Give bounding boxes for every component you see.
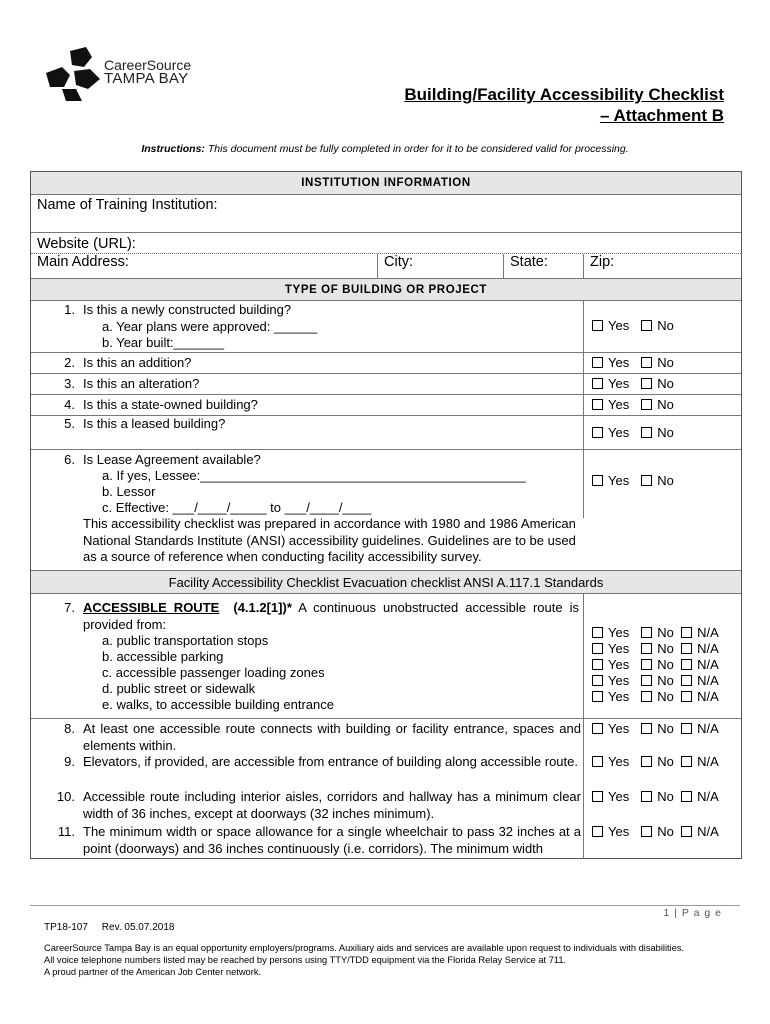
- q7b-yes-checkbox[interactable]: [592, 643, 603, 654]
- q1-yes-checkbox[interactable]: [592, 320, 603, 331]
- q4-text: Is this a state-owned building?: [83, 397, 258, 412]
- q7c-yes-checkbox[interactable]: [592, 659, 603, 670]
- instructions-label: Instructions:: [141, 143, 205, 155]
- no-label: No: [657, 689, 674, 704]
- q7c-na-checkbox[interactable]: [681, 659, 692, 670]
- na-label: N/A: [697, 689, 719, 704]
- yes-label: Yes: [608, 641, 630, 656]
- q7a-na-checkbox[interactable]: [681, 627, 692, 638]
- no-label: No: [657, 425, 674, 440]
- title-line1: Building/Facility Accessibility Checklist: [404, 85, 724, 104]
- yes-label: Yes: [608, 397, 630, 412]
- q6-options: [592, 473, 674, 490]
- no-label: No: [657, 754, 674, 769]
- building-type-header: [31, 278, 741, 300]
- na-label: N/A: [697, 789, 719, 804]
- q1-options: [592, 318, 674, 335]
- q6-sub-c: c. Effective: ___/____/_____ to ___/____/____: [102, 500, 372, 515]
- q7-item-c: c. accessible passenger loading zones: [102, 665, 325, 680]
- q1-sub-a: a. Year plans were approved: ______: [102, 319, 318, 334]
- form-code: TP18-107 Rev. 05.07.2018: [44, 922, 175, 933]
- q7-number: 7.: [64, 600, 75, 615]
- institution-name-label: Name of Training Institution:: [37, 197, 218, 213]
- q10-number: 10.: [56, 789, 75, 804]
- yes-label: Yes: [608, 789, 630, 804]
- state-cell[interactable]: [503, 254, 583, 278]
- yes-label: Yes: [608, 625, 630, 640]
- q11-text: The minimum width or space allowance for a single wheelchair to pass 32 inches at a point (doorways) and 36 inches continuously (i.e. corridors). The minimum width: [83, 824, 581, 856]
- na-label: N/A: [697, 673, 719, 688]
- yes-label: Yes: [608, 425, 630, 440]
- brand-name: [104, 58, 191, 86]
- q8-number: 8.: [64, 721, 75, 736]
- state-label: State:: [510, 254, 548, 270]
- instructions: [0, 143, 770, 155]
- question-7-row: [31, 593, 741, 718]
- no-label: No: [657, 641, 674, 656]
- q5-text: Is this a leased building?: [83, 416, 226, 431]
- q9-options: [592, 754, 719, 771]
- website-row[interactable]: [31, 232, 741, 253]
- instructions-text: This document must be fully completed in order for it to be considered valid for processing.: [204, 143, 629, 155]
- question-2-row: [31, 352, 741, 373]
- q10-text: Accessible route including interior aisles, corridors and hallway has a minimum clear width of 36 inches, except at doorways (32 inches minimum).: [83, 789, 581, 821]
- checklist-table: [30, 171, 742, 859]
- q5-no-checkbox[interactable]: [641, 427, 652, 438]
- q10-yes-checkbox[interactable]: [592, 791, 603, 802]
- q4-number: 4.: [64, 397, 75, 412]
- q4-yes-checkbox[interactable]: [592, 399, 603, 410]
- q7b-no-checkbox[interactable]: [641, 643, 652, 654]
- q2-yes-checkbox[interactable]: [592, 357, 603, 368]
- yes-label: Yes: [608, 473, 630, 488]
- q3-number: 3.: [64, 376, 75, 391]
- q3-options: [592, 376, 674, 393]
- q7a-options: [592, 625, 719, 642]
- building-type-header-text: TYPE OF BUILDING OR PROJECT: [284, 284, 488, 296]
- q10-na-checkbox[interactable]: [681, 791, 692, 802]
- city-label: City:: [384, 254, 413, 270]
- q6-sub-a: a. If yes, Lessee:_____________________________________________: [102, 468, 526, 483]
- q8-text: At least one accessible route connects with building or facility entrance, spaces and elements within.: [83, 721, 581, 753]
- no-label: No: [657, 318, 674, 333]
- q7-text: [83, 600, 579, 633]
- q7e-options: [592, 689, 719, 706]
- q5-options: [592, 425, 674, 442]
- main-address-label: Main Address:: [37, 254, 129, 270]
- document-title: [404, 84, 724, 126]
- careersource-logo-icon: [44, 45, 104, 103]
- q7-item-e: e. walks, to accessible building entrance: [102, 697, 334, 712]
- question-9-row: [31, 753, 741, 788]
- yes-label: Yes: [608, 721, 630, 736]
- q8-yes-checkbox[interactable]: [592, 723, 603, 734]
- question-5-row: [31, 415, 741, 449]
- q3-no-checkbox[interactable]: [641, 378, 652, 389]
- q7-ref: (4.1.2[1])*: [233, 600, 292, 615]
- page-number: 1 | P a g e: [663, 907, 722, 919]
- q9-yes-checkbox[interactable]: [592, 756, 603, 767]
- q10-options: [592, 789, 719, 806]
- no-label: No: [657, 789, 674, 804]
- q7-description: A continuous unobstructed accessible route is provided from:: [83, 600, 579, 632]
- yes-label: Yes: [608, 673, 630, 688]
- yes-label: Yes: [608, 689, 630, 704]
- q11-no-checkbox[interactable]: [641, 826, 652, 837]
- q2-number: 2.: [64, 355, 75, 370]
- brand-line2: TAMPA BAY: [104, 70, 189, 87]
- q11-yes-checkbox[interactable]: [592, 826, 603, 837]
- address-row: [31, 253, 741, 278]
- q7d-no-checkbox[interactable]: [641, 675, 652, 686]
- question-10-row: [31, 788, 741, 823]
- q6-no-checkbox[interactable]: [641, 475, 652, 486]
- q7b-na-checkbox[interactable]: [681, 643, 692, 654]
- no-label: No: [657, 376, 674, 391]
- q11-number: 11.: [57, 824, 75, 839]
- city-cell[interactable]: [377, 254, 503, 278]
- question-3-row: [31, 373, 741, 394]
- q8-no-checkbox[interactable]: [641, 723, 652, 734]
- no-label: No: [657, 625, 674, 640]
- q9-text: Elevators, if provided, are accessible from entrance of building along accessible route.: [83, 754, 578, 769]
- evacuation-header-text: Facility Accessibility Checklist Evacuation checklist ANSI A.117.1 Standards: [168, 575, 604, 590]
- yes-label: Yes: [608, 657, 630, 672]
- institution-header-text: INSTITUTION INFORMATION: [301, 177, 471, 189]
- q7e-na-checkbox[interactable]: [681, 691, 692, 702]
- q7e-no-checkbox[interactable]: [641, 691, 652, 702]
- zip-cell[interactable]: [583, 254, 741, 278]
- na-label: N/A: [697, 641, 719, 656]
- q7d-options: [592, 673, 719, 690]
- question-6-row: [31, 449, 741, 570]
- na-label: N/A: [697, 657, 719, 672]
- q4-no-checkbox[interactable]: [641, 399, 652, 410]
- question-8-row: [31, 718, 741, 753]
- footer-divider: [30, 905, 740, 906]
- q4-options: [592, 397, 674, 414]
- q7-item-a: a. public transportation stops: [102, 633, 269, 648]
- no-label: No: [657, 657, 674, 672]
- q2-no-checkbox[interactable]: [641, 357, 652, 368]
- q7a-no-checkbox[interactable]: [641, 627, 652, 638]
- q7-title: ACCESSIBLE ROUTE: [83, 600, 220, 615]
- yes-label: Yes: [608, 754, 630, 769]
- yes-label: Yes: [608, 318, 630, 333]
- institution-name-row[interactable]: [31, 194, 741, 232]
- q1-sub-b: b. Year built:_______: [102, 335, 225, 350]
- question-11-row: [31, 823, 741, 858]
- q6-sub-b: b. Lessor: [102, 484, 156, 499]
- q3-text: Is this an alteration?: [83, 376, 200, 391]
- no-label: No: [657, 397, 674, 412]
- main-address-cell[interactable]: [31, 254, 377, 278]
- ansi-note: This accessibility checklist was prepared in accordance with 1980 and 1986 American National Standards Institute (ANSI) accessibility guidelines. Guidelines are to be used as a source of reference when conducting facility accessibility survey.: [83, 516, 576, 564]
- q5-yes-checkbox[interactable]: [592, 427, 603, 438]
- q11-na-checkbox[interactable]: [681, 826, 692, 837]
- na-label: N/A: [697, 824, 719, 839]
- no-label: No: [657, 824, 674, 839]
- q7d-yes-checkbox[interactable]: [592, 675, 603, 686]
- q8-na-checkbox[interactable]: [681, 723, 692, 734]
- q1-text: Is this a newly constructed building?: [83, 302, 292, 317]
- zip-label: Zip:: [590, 254, 615, 270]
- title-line2: – Attachment B: [599, 106, 724, 125]
- q6-text: Is Lease Agreement available?: [83, 452, 261, 467]
- q7-item-d: d. public street or sidewalk: [102, 681, 256, 696]
- q9-number: 9.: [64, 754, 75, 769]
- q7c-no-checkbox[interactable]: [641, 659, 652, 670]
- q1-number: 1.: [64, 302, 75, 317]
- no-label: No: [657, 721, 674, 736]
- q7-item-b: b. accessible parking: [102, 649, 224, 664]
- q7d-na-checkbox[interactable]: [681, 675, 692, 686]
- q7e-yes-checkbox[interactable]: [592, 691, 603, 702]
- no-label: No: [657, 355, 674, 370]
- q2-text: Is this an addition?: [83, 355, 192, 370]
- q6-number: 6.: [64, 452, 75, 467]
- no-label: No: [657, 473, 674, 488]
- q3-yes-checkbox[interactable]: [592, 378, 603, 389]
- q7a-yes-checkbox[interactable]: [592, 627, 603, 638]
- brand-line1: CareerSource: [104, 57, 192, 73]
- yes-label: Yes: [608, 824, 630, 839]
- no-label: No: [657, 673, 674, 688]
- institution-header: [31, 172, 741, 194]
- yes-label: Yes: [608, 355, 630, 370]
- q11-options: [592, 824, 719, 841]
- question-1-row: [31, 300, 741, 352]
- q9-na-checkbox[interactable]: [681, 756, 692, 767]
- disclaimer-line1: CareerSource Tampa Bay is an equal opportunity employers/programs. Auxiliary aids and services are available upon request to individuals with disabilities.: [44, 943, 685, 953]
- q10-no-checkbox[interactable]: [641, 791, 652, 802]
- q8-options: [592, 721, 719, 738]
- q6-yes-checkbox[interactable]: [592, 475, 603, 486]
- footer-disclaimer: [44, 942, 684, 978]
- na-label: N/A: [697, 721, 719, 736]
- na-label: N/A: [697, 625, 719, 640]
- yes-label: Yes: [608, 376, 630, 391]
- disclaimer-line2: All voice telephone numbers listed may be reached by persons using TTY/TDD equipment via the Florida Relay Service at 711.: [44, 955, 567, 965]
- q7c-options: [592, 657, 719, 674]
- q1-no-checkbox[interactable]: [641, 320, 652, 331]
- na-label: N/A: [697, 754, 719, 769]
- evacuation-header: [31, 570, 741, 593]
- q5-number: 5.: [64, 416, 75, 431]
- website-label: Website (URL):: [37, 236, 136, 252]
- q7b-options: [592, 641, 719, 658]
- question-4-row: [31, 394, 741, 415]
- disclaimer-line3: A proud partner of the American Job Center network.: [44, 967, 262, 977]
- q9-no-checkbox[interactable]: [641, 756, 652, 767]
- q2-options: [592, 355, 674, 372]
